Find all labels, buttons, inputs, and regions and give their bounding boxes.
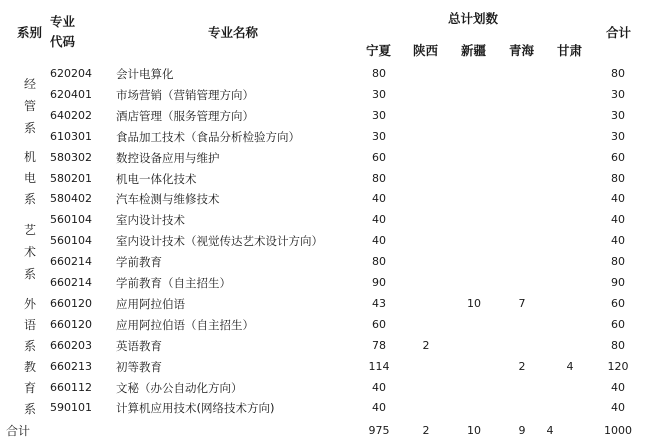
row-code: 580402: [50, 192, 92, 205]
row-total: 80: [611, 67, 625, 80]
row-code: 660214: [50, 255, 92, 268]
header-dept: 系别: [17, 25, 43, 40]
summary-ningxia: 975: [368, 424, 390, 437]
row-name: 室内设计技术（视觉传达艺术设计方向）: [116, 234, 323, 248]
dept-char: 管: [23, 99, 36, 113]
row-code: 660214: [50, 276, 92, 289]
row-ningxia: 30: [372, 109, 386, 122]
row-total: 40: [611, 192, 625, 205]
dept-char: 术: [23, 245, 36, 259]
row-name: 应用阿拉伯语: [116, 297, 185, 311]
row-ningxia: 114: [368, 360, 390, 373]
row-ningxia: 30: [372, 88, 386, 101]
row-name: 计算机应用技术(网络技术方向): [116, 401, 275, 415]
row-ningxia: 40: [372, 401, 386, 414]
row-total: 40: [611, 234, 625, 247]
header-province-qinghai: 青海: [509, 43, 535, 58]
row-total: 40: [611, 401, 625, 414]
dept-char: 系: [23, 121, 36, 135]
header-code-text: 专业代码: [50, 14, 76, 49]
header-plan-total: 总计划数: [448, 11, 499, 26]
row-code: 660120: [50, 297, 92, 310]
row-ningxia: 40: [372, 234, 386, 247]
row-ningxia: 80: [372, 172, 386, 185]
summary-qinghai: 9: [518, 424, 526, 437]
summary-shaanxi: 2: [422, 424, 430, 437]
row-name: 应用阿拉伯语（自主招生）: [116, 318, 254, 332]
row-total: 60: [611, 318, 625, 331]
row-code: 640202: [50, 109, 92, 122]
row-total: 60: [611, 151, 625, 164]
row-name: 英语教育: [116, 339, 162, 353]
summary-gansu: 4: [546, 424, 554, 437]
row-code: 560104: [50, 213, 92, 226]
row-ningxia: 40: [372, 213, 386, 226]
row-total: 80: [611, 255, 625, 268]
dept-char: 外: [23, 297, 36, 311]
row-total: 120: [607, 360, 629, 373]
row-gansu: 4: [566, 360, 574, 373]
dept-education: [20, 360, 40, 423]
row-total: 30: [611, 88, 625, 101]
dept-char: 电: [23, 171, 36, 185]
header-name: 专业名称: [208, 25, 259, 40]
row-code: 660112: [50, 381, 92, 394]
header-sum: 合计: [606, 25, 632, 40]
row-ningxia: 80: [372, 67, 386, 80]
row-name: 汽车检测与维修技术: [116, 192, 220, 206]
row-ningxia: 40: [372, 381, 386, 394]
row-ningxia: 43: [372, 297, 386, 310]
row-name: 食品加工技术（食品分析检验方向）: [116, 130, 300, 144]
summary-total: 1000: [604, 424, 632, 437]
header-code: [50, 12, 80, 52]
dept-char: 育: [23, 381, 36, 395]
header-province-gansu: 甘肃: [557, 43, 583, 58]
row-name: 初等教育: [116, 360, 162, 374]
dept-arts: [20, 223, 40, 289]
header-province-xinjiang: 新疆: [461, 43, 487, 58]
row-qinghai: 7: [518, 297, 526, 310]
row-code: 610301: [50, 130, 92, 143]
row-total: 30: [611, 130, 625, 143]
row-ningxia: 40: [372, 192, 386, 205]
row-name: 室内设计技术: [116, 213, 185, 227]
header-province-ningxia: 宁夏: [366, 43, 392, 58]
dept-char: 艺: [23, 223, 36, 237]
row-total: 80: [611, 339, 625, 352]
row-total: 30: [611, 109, 625, 122]
dept-char: 机: [23, 150, 36, 164]
dept-char: 系: [23, 339, 36, 353]
row-shaanxi: 2: [422, 339, 430, 352]
dept-char: 系: [23, 402, 36, 416]
dept-char: 语: [23, 318, 36, 332]
row-ningxia: 90: [372, 276, 386, 289]
row-code: 620401: [50, 88, 92, 101]
row-name: 学前教育: [116, 255, 162, 269]
row-name: 市场营销（营销管理方向）: [116, 88, 254, 102]
row-code: 660203: [50, 339, 92, 352]
dept-char: 经: [23, 77, 36, 91]
row-total: 90: [611, 276, 625, 289]
row-ningxia: 78: [372, 339, 386, 352]
row-name: 数控设备应用与维护: [116, 151, 220, 165]
header-province-shaanxi: 陕西: [413, 43, 439, 58]
row-total: 80: [611, 172, 625, 185]
row-qinghai: 2: [518, 360, 526, 373]
row-ningxia: 80: [372, 255, 386, 268]
dept-char: 系: [23, 192, 36, 206]
row-code: 580302: [50, 151, 92, 164]
row-code: 580201: [50, 172, 92, 185]
row-name: 机电一体化技术: [116, 172, 197, 186]
summary-label: 合计: [6, 424, 31, 438]
row-code: 660120: [50, 318, 92, 331]
summary-xinjiang: 10: [467, 424, 481, 437]
row-name: 会计电算化: [116, 67, 174, 81]
row-name: 文秘（办公自动化方向）: [116, 381, 243, 395]
row-xinjiang: 10: [467, 297, 481, 310]
row-total: 40: [611, 213, 625, 226]
row-ningxia: 30: [372, 130, 386, 143]
dept-foreign-languages: [20, 297, 40, 360]
row-ningxia: 60: [372, 318, 386, 331]
row-code: 620204: [50, 67, 92, 80]
row-code: 590101: [50, 401, 92, 414]
row-name: 酒店管理（服务管理方向）: [116, 109, 254, 123]
row-code: 560104: [50, 234, 92, 247]
row-total: 40: [611, 381, 625, 394]
dept-char: 系: [23, 267, 36, 281]
dept-mechatronics: [20, 150, 40, 213]
row-name: 学前教育（自主招生）: [116, 276, 231, 290]
row-code: 660213: [50, 360, 92, 373]
row-total: 60: [611, 297, 625, 310]
row-ningxia: 60: [372, 151, 386, 164]
dept-char: 教: [23, 360, 36, 374]
dept-management: [20, 77, 40, 143]
